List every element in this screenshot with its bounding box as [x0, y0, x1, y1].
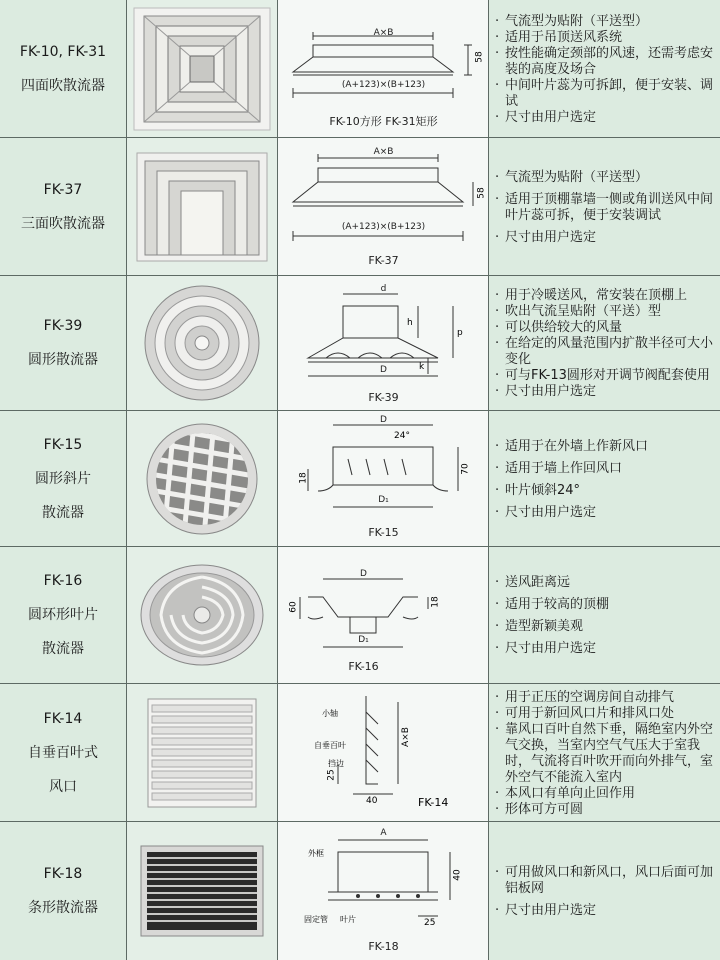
drawing-caption: FK-16	[348, 660, 379, 673]
feature-item: · 可以供给较大的风量	[495, 320, 623, 335]
table-row	[0, 411, 720, 546]
product-photo-cell	[127, 138, 278, 275]
product-name: 圆形散流器	[28, 352, 98, 368]
table-row	[0, 547, 720, 683]
feature-item: · 用于正压的空调房间自动排气	[495, 689, 675, 705]
dim-top-label: A×B	[373, 28, 394, 38]
feature-item: · 适用于在外墙上作新风口	[495, 438, 649, 454]
feature-item: · 尺寸由用户选定	[495, 641, 597, 656]
product-photo-cell	[127, 0, 278, 137]
product-name-cell	[0, 822, 127, 960]
feature-item: · 用于冷暖送风，常安装在顶棚上	[495, 288, 688, 303]
product-name: 条形散流器	[28, 900, 98, 916]
product-name-cell	[0, 684, 127, 821]
product-name-cell	[0, 138, 127, 275]
table-row	[0, 138, 720, 275]
feature-item: · 尺寸由用户选定	[495, 384, 597, 399]
feature-item: · 适用于墙上作回风口	[495, 460, 623, 476]
product-name-cell	[0, 547, 127, 683]
feature-list	[489, 411, 720, 546]
dim-k-label: k	[419, 362, 425, 372]
dim-angle-label: 24°	[394, 431, 410, 441]
product-name: 散流器	[42, 504, 84, 521]
feature-item: · 可与FK-13圆形对开调节阀配套使用	[495, 368, 710, 383]
dim-h-label: 40	[452, 869, 463, 881]
product-model: FK-15	[43, 436, 83, 453]
fk14-drawing	[278, 684, 489, 821]
fk39-drawing	[278, 276, 489, 410]
blade-label: 自垂百叶	[314, 741, 346, 750]
product-name-cell	[0, 411, 127, 546]
square-diffuser-photo	[132, 6, 272, 132]
dim-h-label: h	[407, 318, 413, 328]
dim-top-label: A×B	[373, 147, 394, 157]
table-row	[0, 684, 720, 821]
feature-item: · 气流型为贴附（平送型）	[495, 169, 649, 185]
dim-d-label: d	[380, 284, 387, 294]
product-name-cell	[0, 0, 127, 137]
dim-w-label: 25	[424, 918, 436, 928]
product-photo-cell	[127, 822, 278, 960]
feature-item: · 适用于吊顶送风系统	[495, 29, 623, 45]
feature-item: · 形体可方可圆	[495, 801, 584, 817]
dim-right-label: 18	[430, 596, 441, 608]
dim-side-label: A×B	[400, 727, 411, 747]
pipe-label: 固定管	[304, 915, 328, 924]
feature-list	[489, 547, 720, 683]
dim-D1-label: D₁	[378, 495, 389, 505]
drawing-caption: FK-39	[368, 391, 399, 404]
feature-item: · 送风距离远	[495, 575, 571, 590]
product-drawing-cell	[278, 0, 489, 137]
stop-label: 挡边	[328, 759, 344, 768]
product-drawing-cell	[278, 822, 489, 960]
gravity-louver-photo	[146, 697, 258, 809]
product-photo-cell	[127, 684, 278, 821]
product-model: FK-16	[43, 573, 83, 589]
feature-item: · 按性能确定颈部的风速，还需考虑安装的高度及场合	[495, 45, 714, 77]
feature-item: · 尺寸由用户选定	[495, 903, 597, 918]
product-name: 风口	[49, 778, 77, 795]
dim-A-label: A	[380, 828, 387, 838]
three-way-diffuser-photo	[135, 151, 269, 263]
dim-D-label: D	[380, 365, 387, 375]
product-drawing-cell	[278, 684, 489, 821]
product-name: 自垂百叶式	[28, 744, 98, 761]
feature-list	[489, 276, 720, 410]
blade-label: 叶片	[340, 915, 356, 924]
drawing-caption: FK-14	[418, 796, 449, 809]
product-name: 圆形斜片	[35, 470, 91, 487]
dim-D-label: D	[360, 569, 367, 579]
round-louver-photo	[144, 421, 260, 537]
feature-list	[489, 822, 720, 960]
feature-item: · 可用做风口和新风口，风口后面可加铝板网	[495, 865, 714, 896]
dim-side-label: 58	[474, 51, 485, 63]
product-photo-cell	[127, 547, 278, 683]
feature-item: · 在给定的风量范围内扩散半径可大小变化	[495, 336, 714, 367]
feature-item: · 靠风口百叶自然下垂，隔绝室内外空气交换，当室内空气气压大于室我时，气流将百叶吹开而向外排气，室外空气不能流入室内	[495, 721, 714, 785]
feature-item: · 本风口有单向止回作用	[495, 785, 636, 801]
dim-p-label: p	[457, 328, 463, 338]
product-name: 圆环形叶片	[28, 607, 98, 623]
feature-item: · 气流型为贴附（平送型）	[495, 13, 649, 29]
product-name: 四面吹散流器	[21, 77, 105, 94]
product-photo-cell	[127, 411, 278, 546]
axis-label: 小轴	[322, 709, 338, 718]
feature-item: · 尺寸由用户选定	[495, 109, 597, 125]
product-model: FK-14	[43, 710, 83, 727]
product-model: FK-18	[43, 866, 83, 882]
feature-item: · 尺寸由用户选定	[495, 229, 597, 245]
feature-item: · 吹出气流呈贴附（平送）型	[495, 304, 662, 319]
feature-list	[489, 138, 720, 275]
feature-item: · 尺寸由用户选定	[495, 504, 597, 520]
product-model: FK-10, FK-31	[19, 43, 107, 60]
product-name-cell	[0, 276, 127, 410]
feature-item: · 可用于新回风口片和排风口处	[495, 705, 675, 721]
dim-right-label: 70	[460, 463, 471, 475]
product-drawing-cell	[278, 547, 489, 683]
feature-item: · 适用于较高的顶棚	[495, 597, 610, 612]
product-name: 散流器	[42, 641, 84, 657]
dim-w-label: 40	[366, 796, 378, 806]
drawing-caption: FK-15	[368, 526, 399, 539]
feature-list	[489, 0, 720, 137]
drawing-caption: FK-18	[368, 940, 399, 953]
table-row	[0, 0, 720, 137]
dim-D1-label: D₁	[358, 635, 369, 645]
product-photo-cell	[127, 276, 278, 410]
product-drawing-cell	[278, 138, 489, 275]
dim-bottom-label: (A+123)×(B+123)	[341, 222, 426, 232]
feature-list	[489, 684, 720, 821]
product-model: FK-37	[43, 181, 83, 198]
dim-left-label: 60	[288, 601, 299, 613]
dim-D-label: D	[380, 415, 387, 425]
dim-side-label: 58	[476, 187, 487, 199]
drawing-caption: FK-37	[368, 254, 399, 267]
product-model: FK-39	[43, 318, 83, 334]
dim-bottom-label: (A+123)×(B+123)	[341, 80, 426, 90]
frame-label: 外框	[308, 849, 324, 858]
feature-item: · 适用于顶棚靠墙一侧或角训送风中间叶片蕊可拆，便于安装调试	[495, 191, 714, 223]
linear-grille-photo	[139, 844, 265, 938]
ring-vane-diffuser-photo	[139, 563, 265, 667]
feature-item: · 造型新颖美观	[495, 619, 584, 634]
drawing-caption: FK-10方形 FK-31矩形	[329, 115, 438, 128]
feature-item: · 中间叶片蕊为可拆卸，便于安装、调试	[495, 77, 714, 109]
dim-h-label: 25	[326, 769, 337, 781]
dim-left-label: 18	[298, 472, 309, 484]
feature-item: · 叶片倾斜24°	[495, 482, 581, 498]
product-drawing-cell	[278, 411, 489, 546]
table-row	[0, 822, 720, 960]
product-name: 三面吹散流器	[21, 215, 105, 232]
round-diffuser-photo	[142, 283, 262, 403]
table-row	[0, 276, 720, 410]
product-drawing-cell	[278, 276, 489, 410]
